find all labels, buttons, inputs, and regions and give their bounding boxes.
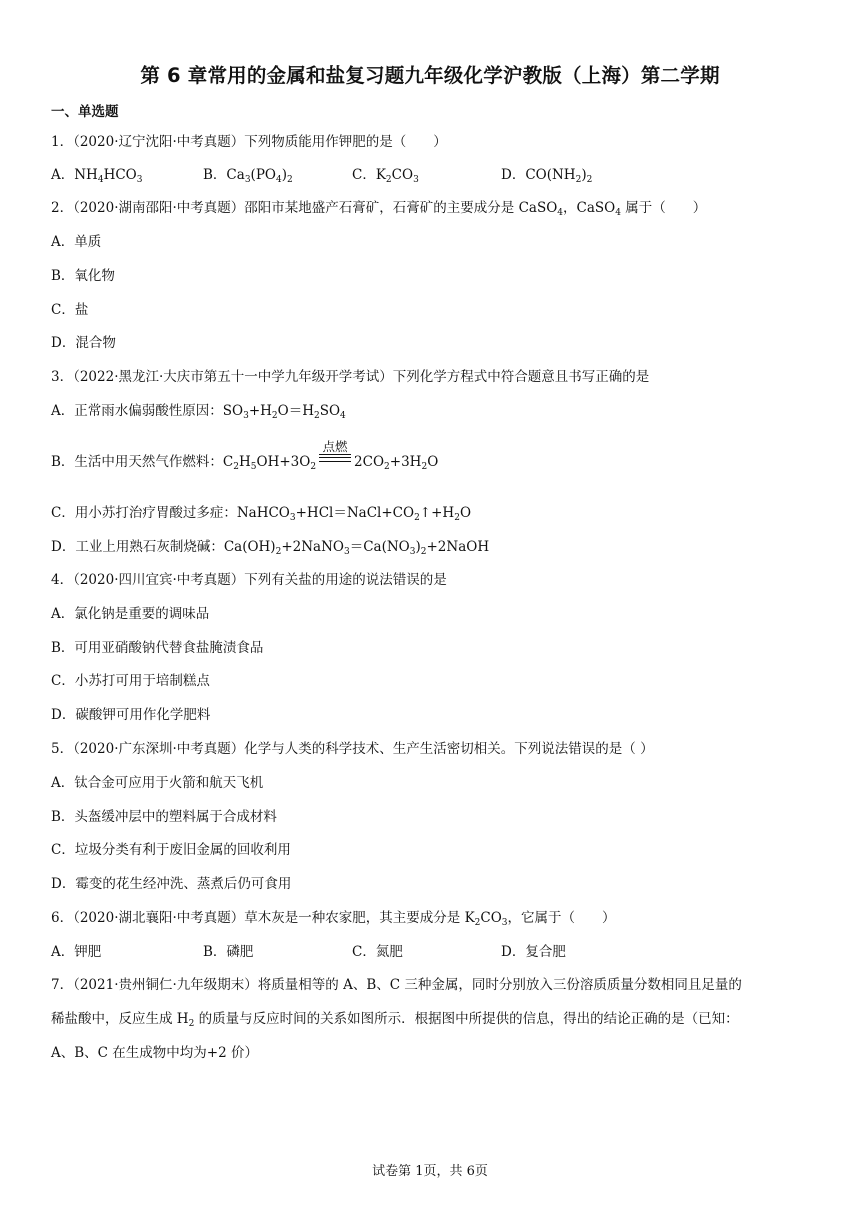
question-5-option-d[interactable]: D．霉变的花生经冲洗、蒸煮后仍可食用 [51,876,292,892]
question-4-option-b[interactable]: B．可用亚硝酸钠代替食盐腌渍食品 [51,640,264,656]
question-4-stem: 4．（2020·四川宜宾·中考真题）下列有关盐的用途的说法错误的是 [51,572,447,588]
question-1-stem: 1．（2020·辽宁沈阳·中考真题）下列物质能用作钾肥的是（ ） [51,134,447,150]
question-6-option-d[interactable]: D．复合肥 [501,944,566,960]
question-1-option-c[interactable]: C．$K_2CO_3$ [352,167,419,185]
question-3-stem: 3．（2022·黑龙江·大庆市第五十一中学九年级开学考试）下列化学方程式中符合题意且书写正确的是 [51,369,650,385]
question-7-stem-line-1: 7．（2021·贵州铜仁·九年级期末）将质量相等的 A、B、C 三种金属，同时分别放入三份溶质质量分数相同且足量的 [51,977,742,993]
question-4-option-c[interactable]: C．小苏打可用于培制糕点 [51,673,210,689]
question-6-option-c[interactable]: C．氮肥 [352,944,403,960]
page-footer: 试卷第 1页，共 6页 [372,1164,488,1179]
question-1-option-b[interactable]: B．$Ca_3(PO_4)_2$ [203,167,293,185]
reaction-condition-arrow [317,439,353,466]
question-3-option-d[interactable]: D．工业上用熟石灰制烧碱：$Ca(OH)_2+2NaNO_3=Ca(NO_3)_2+2NaOH$ [51,539,490,557]
question-6-stem: 6．（2020·湖北襄阳·中考真题）草木灰是一种农家肥，其主要成分是 $K_2CO_3$，它属于（ ） [51,910,616,928]
question-5-option-c[interactable]: C．垃圾分类有利于废旧金属的回收利用 [51,842,291,858]
question-5-option-a[interactable]: A．钛合金可应用于火箭和航天飞机 [51,775,264,791]
question-2-option-d[interactable]: D．混合物 [51,335,116,351]
question-1-option-a[interactable]: A．$NH_4HCO_3$ [51,167,143,185]
question-4-option-a[interactable]: A．氯化钠是重要的调味品 [51,606,210,622]
question-2-option-a[interactable]: A．单质 [51,234,102,250]
question-2-option-b[interactable]: B．氧化物 [51,268,115,284]
question-5-stem: 5．（2020·广东深圳·中考真题）化学与人类的科学技术、生产生活密切相关。下列说法错误的是（ ） [51,741,654,757]
question-4-option-d[interactable]: D．碳酸钾可用作化学肥料 [51,707,211,723]
section-heading: 一、单选题 [51,104,119,120]
question-1-option-d[interactable]: D．$CO(NH_2)_2$ [501,167,593,185]
question-3-option-b[interactable]: B．生活中用天然气作燃料：$C_2H_5OH+3O_2$ 点燃 $2CO_2+3H_2O$ [51,439,439,472]
question-2-stem: 2．（2020·湖南邵阳·中考真题）邵阳市某地盛产石膏矿，石膏矿的主要成分是 CaSO$_4$，CaSO$_4$ 属于（ ） [51,200,707,218]
page-title: 第 6 章常用的金属和盐复习题九年级化学沪教版（上海）第二学期 [140,64,720,87]
question-7-stem-line-2: 稀盐酸中，反应生成 $H_2$ 的质量与反应时间的关系如图所示．根据图中所提供的信息，得出的结论正确的是（已知： [51,1011,739,1029]
reaction-condition-label: 点燃 [322,439,348,454]
question-3-option-c[interactable]: C．用小苏打治疗胃酸过多症：$NaHCO_3+HCl=NaCl+CO_2↑+H_2O$ [51,505,472,523]
question-2-option-c[interactable]: C．盐 [51,302,89,318]
question-6-option-b[interactable]: B．磷肥 [203,944,254,960]
question-6-option-a[interactable]: A．钾肥 [51,944,102,960]
question-3-option-a[interactable]: A．正常雨水偏弱酸性原因：$SO_3+H_2O=H_2SO_4$ [51,403,346,421]
question-5-option-b[interactable]: B．头盔缓冲层中的塑料属于合成材料 [51,809,277,825]
question-7-stem-line-3: A、B、C 在生成物中均为+2 价） [51,1045,258,1061]
